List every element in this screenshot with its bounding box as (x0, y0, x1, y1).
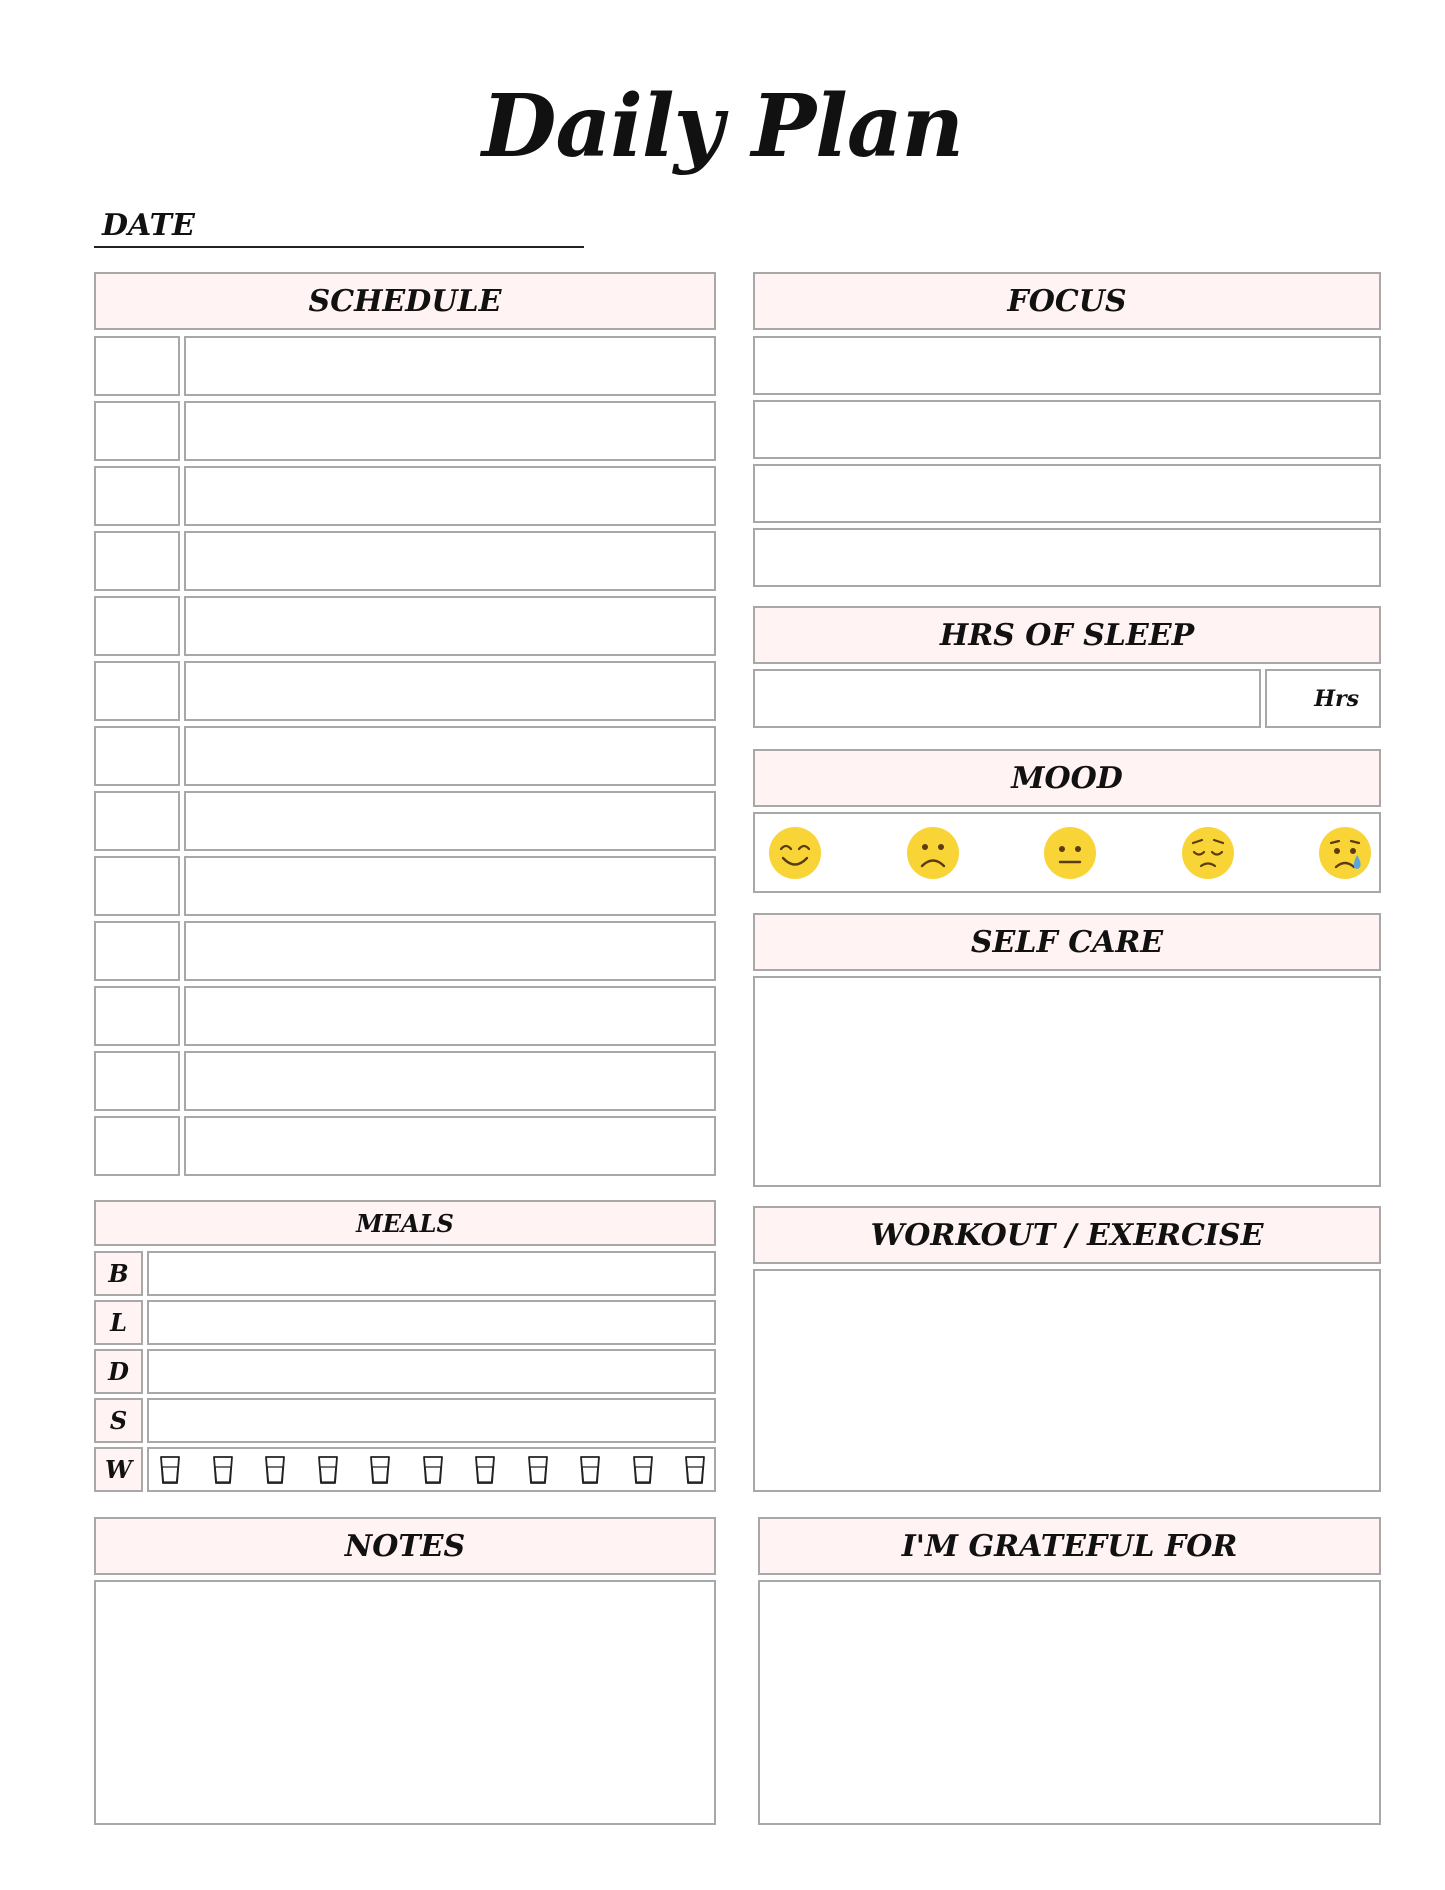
schedule-task-cell[interactable] (184, 596, 716, 656)
meals-title: MEALS (356, 1208, 454, 1238)
water-tracker (147, 1447, 716, 1492)
sleep-unit-label: Hrs (1314, 685, 1359, 712)
focus-header (753, 272, 1381, 330)
workout-title: WORKOUT / EXERCISE (870, 1217, 1264, 1253)
pensive-face-icon[interactable] (1180, 825, 1236, 881)
water-glass-icon[interactable] (159, 1455, 181, 1485)
neutral-face-icon[interactable] (1042, 825, 1098, 881)
meal-label: D (108, 1357, 129, 1386)
water-glass-icon[interactable] (264, 1455, 286, 1485)
schedule-time-cell[interactable] (94, 401, 180, 461)
notes-title: NOTES (344, 1528, 466, 1564)
crying-face-icon[interactable] (1317, 825, 1373, 881)
meal-label-cell (94, 1447, 143, 1492)
meal-entry-input[interactable] (147, 1300, 716, 1345)
focus-row[interactable] (753, 464, 1381, 523)
mood-header (753, 749, 1381, 807)
schedule-header (94, 272, 716, 330)
schedule-time-cell[interactable] (94, 1051, 180, 1111)
meal-entry-input[interactable] (147, 1251, 716, 1296)
sleep-title: HRS OF SLEEP (939, 617, 1195, 653)
meal-label: W (105, 1455, 132, 1484)
schedule-time-cell[interactable] (94, 531, 180, 591)
sleep-unit-cell (1265, 669, 1381, 728)
schedule-task-cell[interactable] (184, 336, 716, 396)
schedule-time-cell[interactable] (94, 661, 180, 721)
schedule-time-cell[interactable] (94, 596, 180, 656)
water-glass-icon[interactable] (684, 1455, 706, 1485)
schedule-task-cell[interactable] (184, 401, 716, 461)
schedule-task-cell[interactable] (184, 1116, 716, 1176)
self-care-header (753, 913, 1381, 971)
meal-entry-input[interactable] (147, 1398, 716, 1443)
schedule-time-cell[interactable] (94, 856, 180, 916)
water-glass-icon[interactable] (212, 1455, 234, 1485)
schedule-task-cell[interactable] (184, 726, 716, 786)
water-glass-icon[interactable] (579, 1455, 601, 1485)
meal-label: S (109, 1406, 128, 1435)
date-label: DATE (102, 208, 195, 243)
frowning-face-icon[interactable] (905, 825, 961, 881)
schedule-task-cell[interactable] (184, 466, 716, 526)
schedule-title: SCHEDULE (308, 283, 502, 319)
focus-row[interactable] (753, 528, 1381, 587)
schedule-time-cell[interactable] (94, 791, 180, 851)
water-glass-icon[interactable] (422, 1455, 444, 1485)
mood-title: MOOD (1011, 760, 1123, 796)
schedule-task-cell[interactable] (184, 921, 716, 981)
smiling-face-icon[interactable] (767, 825, 823, 881)
schedule-task-cell[interactable] (184, 856, 716, 916)
meal-label-cell (94, 1349, 143, 1394)
meal-label: B (108, 1259, 129, 1288)
meal-label: L (110, 1308, 127, 1337)
grateful-title: I'M GRATEFUL FOR (901, 1528, 1238, 1564)
schedule-time-cell[interactable] (94, 986, 180, 1046)
schedule-time-cell[interactable] (94, 336, 180, 396)
meal-entry-input[interactable] (147, 1349, 716, 1394)
meals-header (94, 1200, 716, 1246)
schedule-task-cell[interactable] (184, 1051, 716, 1111)
water-glass-icon[interactable] (369, 1455, 391, 1485)
meal-label-cell (94, 1300, 143, 1345)
schedule-time-cell[interactable] (94, 921, 180, 981)
water-glass-icon[interactable] (527, 1455, 549, 1485)
page-title: Daily Plan (481, 76, 964, 177)
notes-header (94, 1517, 716, 1575)
schedule-task-cell[interactable] (184, 531, 716, 591)
sleep-hours-input[interactable] (753, 669, 1261, 728)
focus-row[interactable] (753, 336, 1381, 395)
meal-label-cell (94, 1251, 143, 1296)
date-input-line[interactable] (94, 246, 584, 248)
water-glass-icon[interactable] (632, 1455, 654, 1485)
meal-label-cell (94, 1398, 143, 1443)
schedule-time-cell[interactable] (94, 1116, 180, 1176)
mood-options (753, 812, 1381, 893)
self-care-area[interactable] (753, 976, 1381, 1187)
grateful-header (758, 1517, 1381, 1575)
schedule-task-cell[interactable] (184, 661, 716, 721)
schedule-task-cell[interactable] (184, 986, 716, 1046)
workout-header (753, 1206, 1381, 1264)
workout-area[interactable] (753, 1269, 1381, 1492)
self-care-title: SELF CARE (970, 924, 1164, 960)
sleep-header (753, 606, 1381, 664)
focus-row[interactable] (753, 400, 1381, 459)
grateful-area[interactable] (758, 1580, 1381, 1825)
schedule-time-cell[interactable] (94, 726, 180, 786)
focus-title: FOCUS (1007, 283, 1127, 319)
schedule-task-cell[interactable] (184, 791, 716, 851)
water-glass-icon[interactable] (317, 1455, 339, 1485)
water-glass-icon[interactable] (474, 1455, 496, 1485)
notes-area[interactable] (94, 1580, 716, 1825)
schedule-time-cell[interactable] (94, 466, 180, 526)
